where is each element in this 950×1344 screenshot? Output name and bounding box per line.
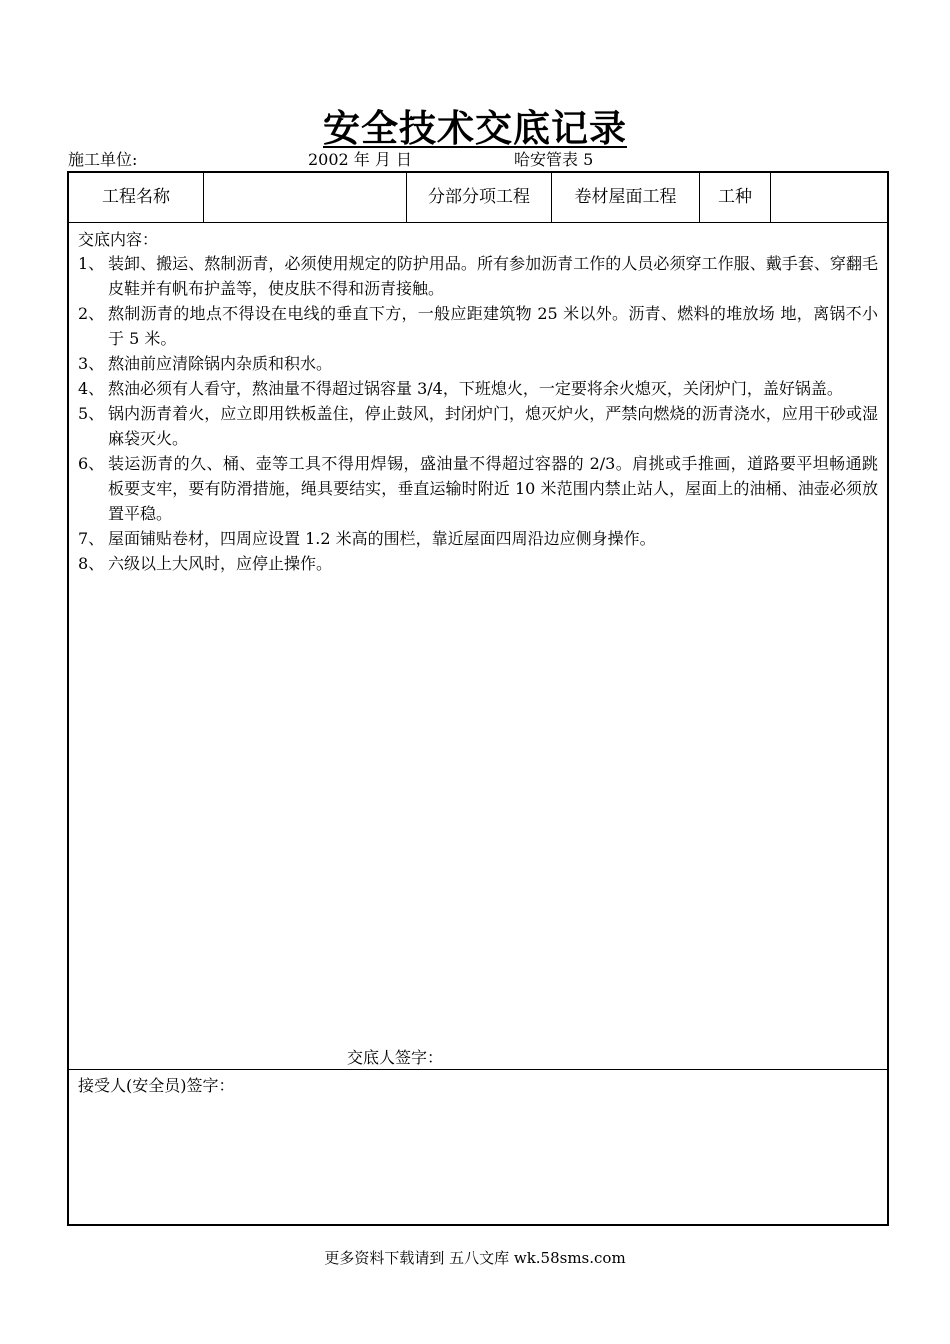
disclosure-content: [69, 223, 887, 1070]
item-text: 装运沥青的久、桶、壶等工具不得用焊锡，盛油量不得超过容器的 2/3。肩挑或手推画，道路要平坦畅通跳 板要支牢，要有防滑措施，绳具要结实，垂直运输时附近 10 米范围内禁止站人，屋面上的油桶、油壶必须放置平稳。: [108, 454, 878, 523]
construction-unit-label: 施工单位:: [68, 150, 138, 169]
item-text: 熬油前应清除锅内杂质和积水。: [108, 354, 333, 373]
subproject-label: 分部分项工程: [407, 173, 552, 222]
item-text: 六级以上大风时，应停止操作。: [108, 554, 333, 573]
footer-note: 更多资料下载请到 五八文库 wk.58sms.com: [324, 1249, 626, 1267]
list-item: [78, 351, 878, 376]
list-item: [78, 301, 878, 351]
list-item: [78, 551, 878, 576]
item-text: 锅内沥青着火，应立即用铁板盖住，停止鼓风，封闭炉门，熄灭炉火，严禁向燃烧的沥青浇水，应用干砂或湿麻袋灭火。: [108, 404, 878, 448]
disclosure-list: [78, 251, 878, 576]
item-text: 屋面铺贴卷材，四周应设置 1.2 米高的围栏，靠近屋面四周沿边应侧身操作。: [108, 529, 656, 548]
project-name-value: [204, 173, 407, 222]
list-item: [78, 251, 878, 301]
item-number: 6、: [78, 454, 105, 473]
list-item: [78, 451, 878, 526]
list-item: [78, 401, 878, 451]
date-field: 2002 年 月 日: [308, 150, 412, 169]
item-text: 熬油必须有人看守，熬油量不得超过锅容量 3/4，下班熄火，一定要将余火熄灭，关闭炉门，盖好锅盖。: [108, 379, 843, 398]
trade-value: [771, 173, 887, 222]
receiver-section: [69, 1070, 887, 1224]
form-number: 哈安管表 5: [514, 150, 594, 169]
trade-label: 工种: [700, 173, 771, 222]
item-number: 2、: [78, 304, 105, 323]
list-item: [78, 526, 878, 551]
item-number: 5、: [78, 404, 105, 423]
subproject-value: 卷材屋面工程: [552, 173, 700, 222]
item-text: 装卸、搬运、熬制沥青，必须使用规定的防护用品。所有参加沥青工作的人员必须穿工作服、戴手套、穿翻毛皮鞋并有帆布护盖等，使皮肤不得和沥青接触。: [108, 254, 878, 298]
item-number: 8、: [78, 554, 105, 573]
record-form: [67, 171, 889, 1226]
item-number: 7、: [78, 529, 105, 548]
list-item: [78, 376, 878, 401]
item-number: 4、: [78, 379, 105, 398]
item-text: 熬制沥青的地点不得设在电线的垂直下方，一般应距建筑物 25 米以外。沥青、燃料的堆放场 地，离锅不小于 5 米。: [108, 304, 878, 348]
header-row: [69, 173, 887, 223]
item-number: 1、: [78, 254, 105, 273]
project-name-label: 工程名称: [69, 173, 204, 222]
item-number: 3、: [78, 354, 105, 373]
discloser-signature-label: 交底人签字：: [347, 1048, 444, 1067]
content-label: 交底内容：: [78, 230, 159, 249]
document-title: 安全技术交底记录: [323, 106, 627, 150]
receiver-signature-label: 接受人(安全员)签字：: [78, 1076, 235, 1095]
